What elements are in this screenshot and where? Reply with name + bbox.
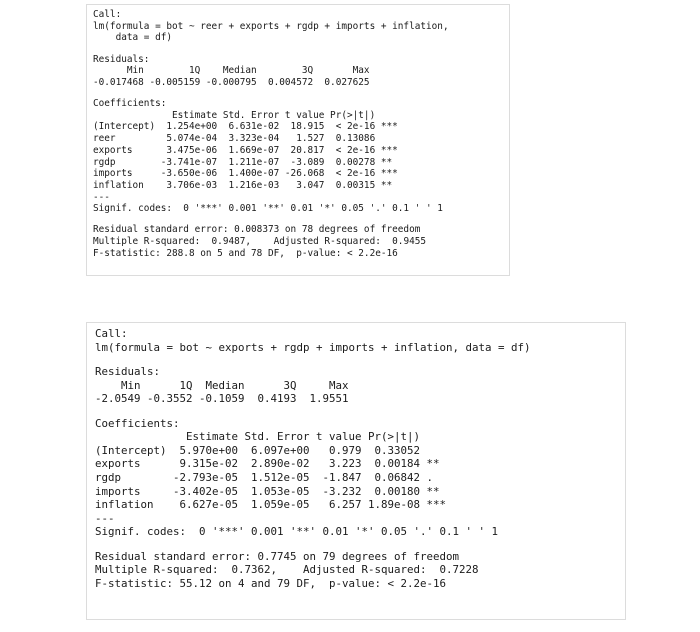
signif-codes: Signif. codes: 0 '***' 0.001 '**' 0.01 '*' 0.05 '.' 0.1 ' ' 1 — [93, 203, 443, 215]
regression-output-panel-1 — [86, 4, 510, 276]
f-statistic-line: F-statistic: 55.12 on 4 and 79 DF, p-value: < 2.2e-16 — [95, 576, 447, 590]
blank-line — [95, 539, 625, 550]
call-label: Call: — [93, 9, 122, 20]
coefficient-row: inflation 3.706e-03 1.216e-03 3.047 0.00315 ** — [93, 179, 398, 191]
coefficients-label: Coefficients: — [95, 416, 180, 430]
call-formula-line: lm(formula = bot ~ reer + exports + rgdp + imports + inflation, — [93, 20, 449, 32]
coefficient-row: inflation 6.627e-05 1.059e-05 6.257 1.89e-08 *** — [95, 498, 447, 512]
residuals-header: Min 1Q Median 3Q Max — [93, 65, 376, 77]
blank-line — [93, 215, 509, 224]
f-statistic-line: F-statistic: 288.8 on 5 and 78 DF, p-value: < 2.2e-16 — [93, 247, 398, 259]
residuals-values: -0.017468 -0.005159 -0.000795 0.004572 0.027625 — [93, 76, 376, 88]
coefficient-row: (Intercept) 5.970e+00 6.097e+00 0.979 0.33052 — [95, 443, 447, 457]
residual-std-error: Residual standard error: 0.7745 on 79 degrees of freedom — [95, 549, 460, 563]
residuals-label: Residuals: — [93, 53, 150, 65]
call-formula-line: lm(formula = bot ~ exports + rgdp + imports + inflation, data = df) — [95, 340, 531, 354]
coefficient-row: exports 9.315e-02 2.890e-02 3.223 0.00184 ** — [95, 457, 447, 471]
coefficient-row: rgdp -3.741e-07 1.211e-07 -3.089 0.00278 ** — [93, 156, 398, 168]
coefficient-row: (Intercept) 1.254e+00 6.631e-02 18.915 < 2e-16 *** — [93, 121, 398, 133]
regression-output-panel-2 — [86, 322, 626, 620]
call-label: Call: — [95, 327, 128, 340]
separator: --- — [93, 191, 110, 203]
call-formula-line: data = df) — [93, 32, 173, 44]
coefficient-row: imports -3.650e-06 1.400e-07 -26.068 < 2e-16 *** — [93, 168, 398, 180]
r-squared-line: Multiple R-squared: 0.7362, Adjusted R-squared: 0.7228 — [95, 563, 486, 577]
coefficient-row: rgdp -2.793e-05 1.512e-05 -1.847 0.06842 . — [95, 470, 447, 484]
blank-line — [95, 354, 625, 365]
coefficient-row: reer 5.074e-04 3.323e-04 1.527 0.13086 — [93, 133, 398, 145]
residuals-values: -2.0549 -0.3552 -0.1059 0.4193 1.9551 — [95, 392, 356, 406]
coefficients-header: Estimate Std. Error t value Pr(>|t|) — [93, 109, 398, 121]
regression-output-text — [87, 323, 625, 590]
coefficients-header: Estimate Std. Error t value Pr(>|t|) — [95, 430, 447, 444]
signif-codes: Signif. codes: 0 '***' 0.001 '**' 0.01 '*' 0.05 '.' 0.1 ' ' 1 — [95, 525, 499, 539]
blank-line — [95, 406, 625, 417]
coefficients-label: Coefficients: — [93, 98, 167, 109]
coefficient-row: exports 3.475e-06 1.669e-07 20.817 < 2e-16 *** — [93, 144, 398, 156]
blank-line — [93, 44, 509, 53]
residuals-label: Residuals: — [95, 364, 161, 378]
separator: --- — [95, 511, 115, 525]
coefficient-row: imports -3.402e-05 1.053e-05 -3.232 0.00180 ** — [95, 484, 447, 498]
blank-line — [93, 89, 509, 98]
residual-std-error: Residual standard error: 0.008373 on 78 degrees of freedom — [93, 224, 421, 236]
residuals-header: Min 1Q Median 3Q Max — [95, 378, 356, 392]
regression-output-text — [87, 5, 509, 260]
r-squared-line: Multiple R-squared: 0.9487, Adjusted R-squared: 0.9455 — [93, 236, 432, 248]
